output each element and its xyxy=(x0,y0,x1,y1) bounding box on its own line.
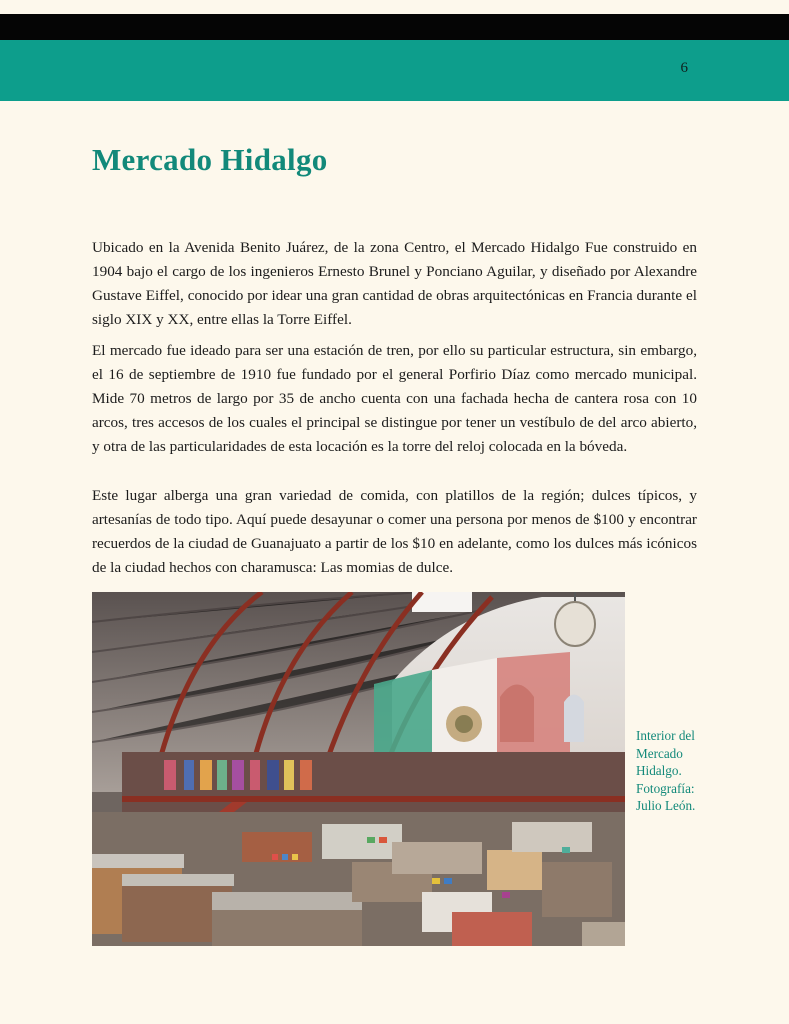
article-paragraph-3: Este lugar alberga una gran variedad de comida, con platillos de la región; dulces típicos, y artesanías de todo tipo. Aquí puede desayunar o comer una persona por menos de $100 y encontrar recuerdos de la ciudad de Guanajuato a partir de los $10 en adelante, como los dulces más icónicos de la ciudad hechos con charamusca: Las momias de dulce. xyxy=(92,487,697,576)
header-black-band xyxy=(0,14,789,40)
article-paragraph-1: Ubicado en la Avenida Benito Juárez, de la zona Centro, el Mercado Hidalgo Fue construido en 1904 bajo el cargo de los ingenieros Ernesto Brunel y Ponciano Aguilar, y diseñado por Alexandre Gustave Eiffel, conocido por idear una gran cantidad de obras arquitectónicas en Francia durante el siglo XIX y XX, entre ellas la Torre Eiffel. xyxy=(92,239,697,328)
page-number: 6 xyxy=(680,60,688,76)
photo-caption: Interior del Mercado Hidalgo. Fotografía: Julio León. xyxy=(636,728,696,813)
top-margin xyxy=(0,0,789,14)
market-interior-photo xyxy=(92,592,625,946)
header-teal-band xyxy=(0,40,789,101)
article-paragraph-2: El mercado fue ideado para ser una estación de tren, por ello su particular estructura, sin embargo, el 16 de septiembre de 1910 fue fundado por el general Porfirio Díaz como mercado municipal. Mide 70 metros de largo por 35 de ancho cuenta con una fachada hecha de cantera rosa con 10 arcos, tres accesos de los cuales el principal se distingue por tener un vestíbulo de del arco abierto, y otra de las particularidades de esta locación es la torre del reloj colocada en la bóveda. xyxy=(92,342,697,455)
article-title: Mercado Hidalgo xyxy=(92,142,328,177)
